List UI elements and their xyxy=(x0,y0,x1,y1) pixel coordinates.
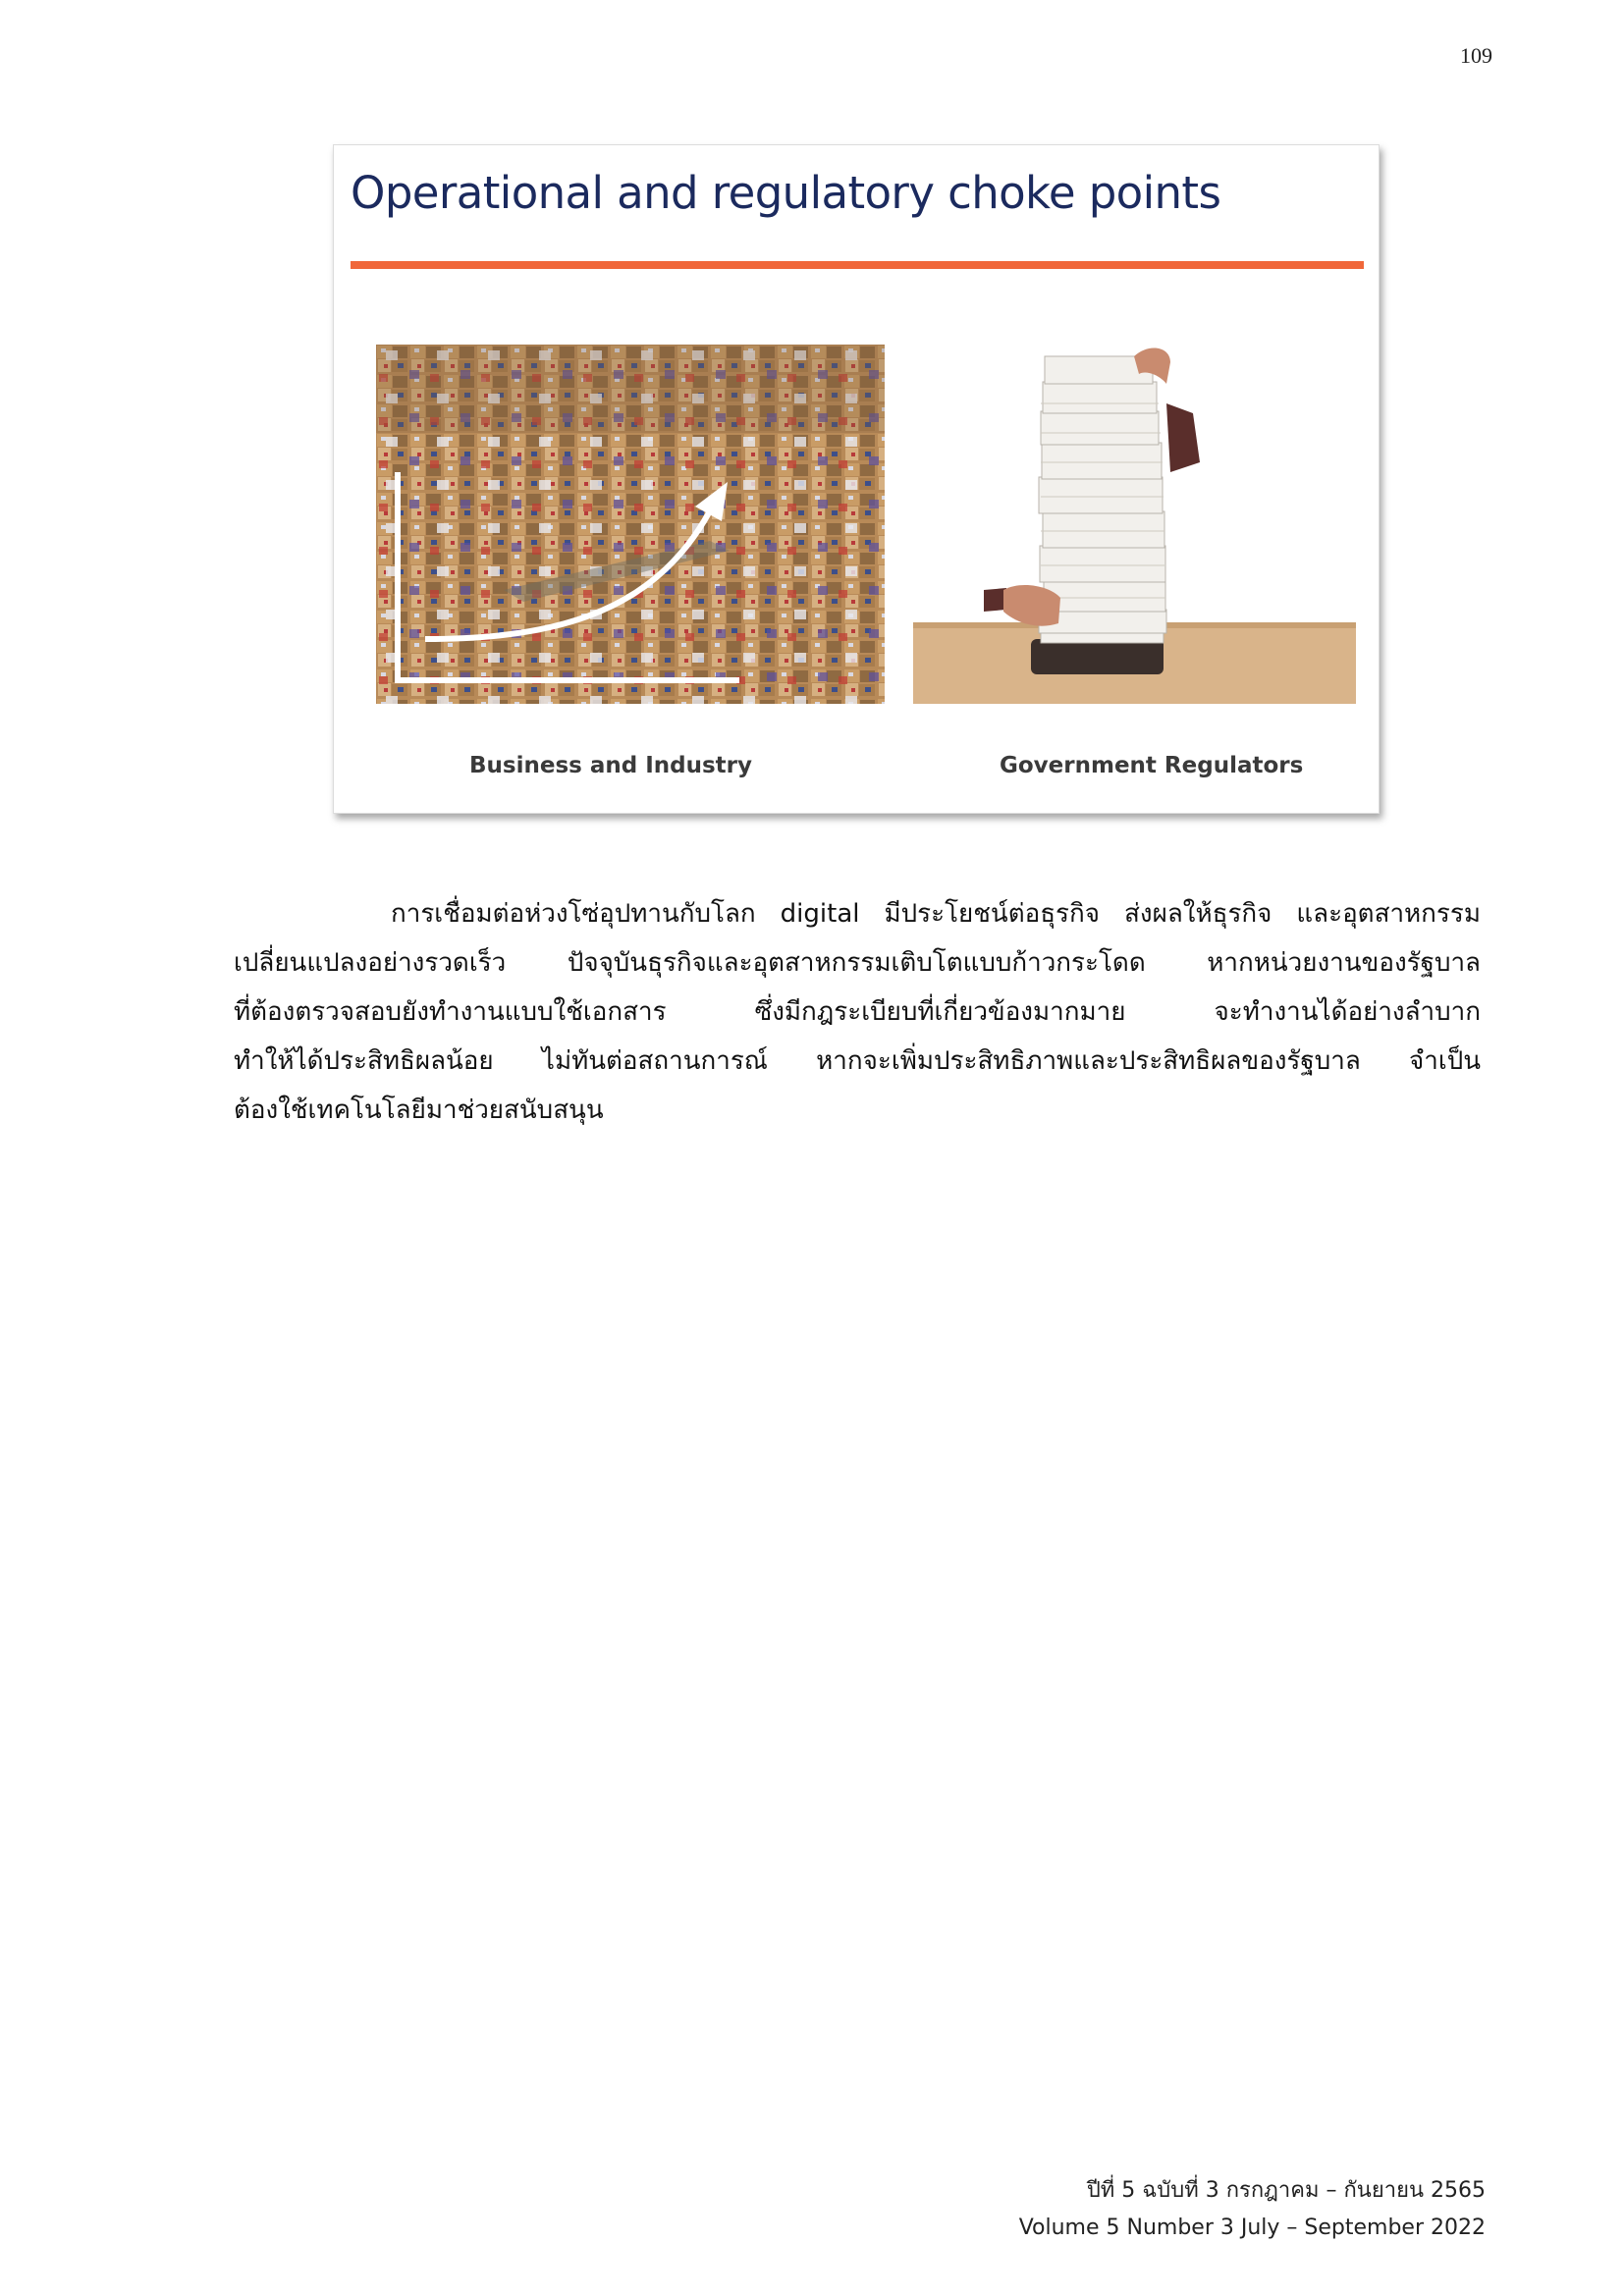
right-photo-caption: Government Regulators xyxy=(1000,753,1304,778)
body-line: ทำให้ได้ประสิทธิผลน้อย ไม่ทันต่อสถานการณ์ หากจะเพิ่มประสิทธิภาพและประสิทธิผลของรัฐบาล จำเป็น xyxy=(234,1046,1481,1076)
page-number: 109 xyxy=(1460,43,1492,68)
footer-thai-issue: ปีที่ 5 ฉบับที่ 3 กรกฎาคม – กันยายน 2565 xyxy=(1086,2178,1486,2203)
journal-footer xyxy=(1019,2172,1486,2247)
presentation-slide-figure xyxy=(333,144,1380,814)
body-paragraph xyxy=(234,889,1481,1135)
body-line: ต้องใช้เทคโนโลยีมาช่วยสนับสนุน xyxy=(234,1095,604,1125)
body-line: ที่ต้องตรวจสอบยังทำงานแบบใช้เอกสาร ซึ่งมีกฎระเบียบที่เกี่ยวข้องมากมาย จะทำงานได้อย่างลำบาก xyxy=(234,997,1481,1027)
slide-title-divider xyxy=(351,261,1364,269)
left-photo-caption: Business and Industry xyxy=(469,753,752,778)
slide-title: Operational and regulatory choke points xyxy=(351,167,1221,219)
body-line: เปลี่ยนแปลงอย่างรวดเร็ว ปัจจุบันธุรกิจและอุตสาหกรรมเติบโตแบบก้าวกระโดด หากหน่วยงานของรัฐบาล xyxy=(234,948,1481,978)
body-line: การเชื่อมต่อห่วงโซ่อุปทานกับโลก digital มีประโยชน์ต่อธุรกิจ ส่งผลให้ธุรกิจ และอุตสาหกรรม xyxy=(391,899,1481,929)
warehouse-boxes-photo xyxy=(376,345,885,704)
paper-stack-photo xyxy=(913,345,1356,704)
footer-english-issue: Volume 5 Number 3 July – September 2022 xyxy=(1018,2216,1486,2240)
